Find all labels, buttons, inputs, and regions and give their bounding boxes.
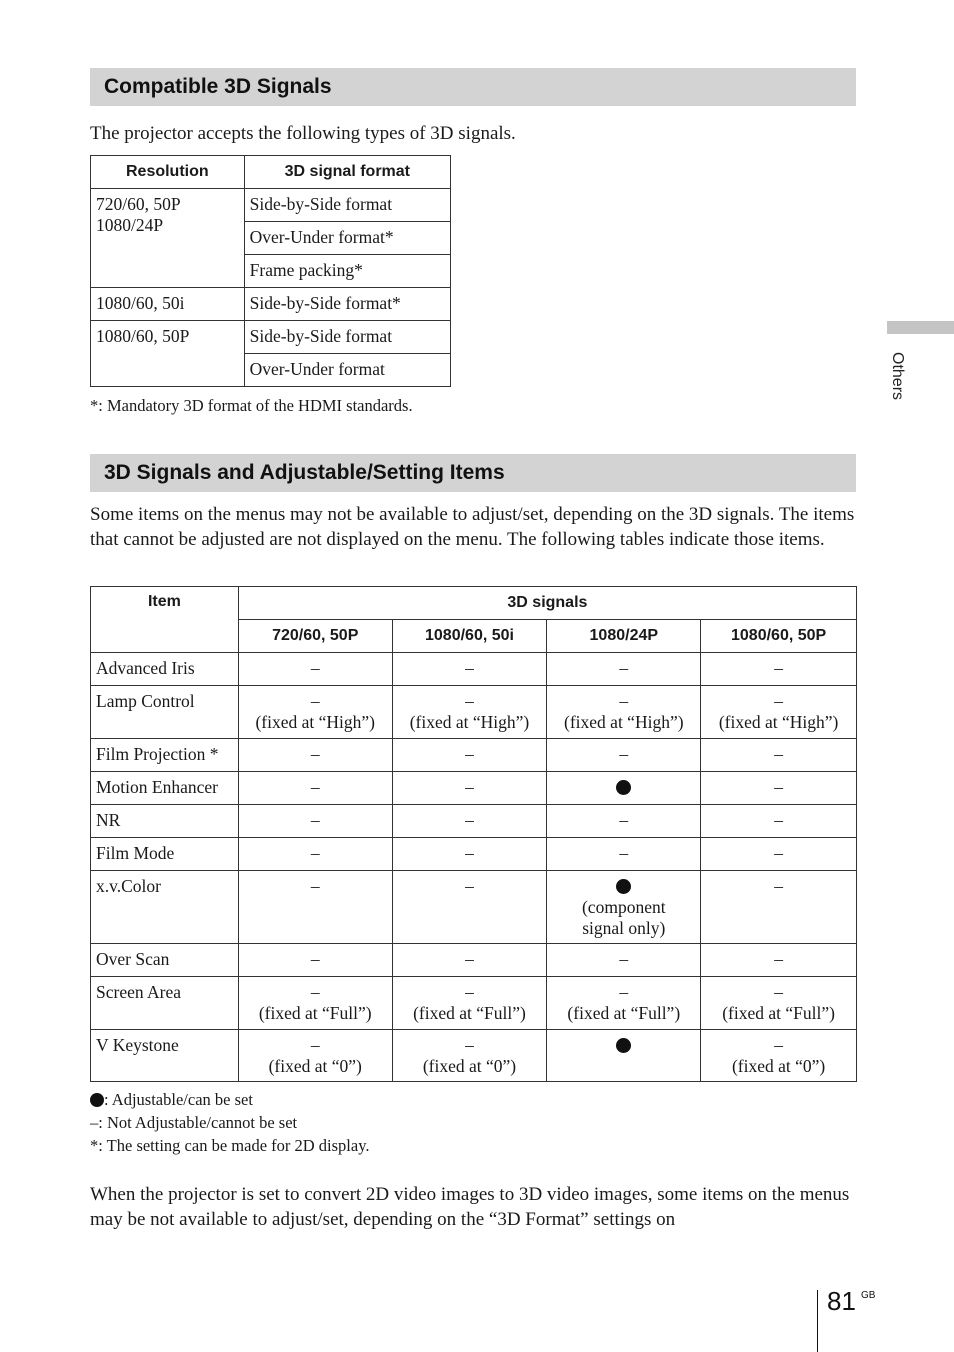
signal-support-cell: – <box>238 871 392 944</box>
adjustable-dot-icon <box>616 1038 631 1053</box>
table-row <box>91 805 857 838</box>
signal-support-cell: – <box>547 838 701 871</box>
signal-format-cell: Side-by-Side format <box>244 189 450 222</box>
item-name-cell: Screen Area <box>91 977 239 1030</box>
signal-support-cell: – (fixed at “0”) <box>392 1030 547 1082</box>
item-name-cell: Lamp Control <box>91 686 239 739</box>
signal-support-cell: – (fixed at “Full”) <box>547 977 701 1030</box>
signal-support-cell: – <box>547 653 701 686</box>
signal-support-cell: – <box>701 944 857 977</box>
table-row <box>91 871 857 944</box>
signal-support-cell: – <box>392 805 547 838</box>
signal-support-cell: – <box>701 739 857 772</box>
page-region-code: GB <box>861 1290 876 1301</box>
signal-format-cell: Frame packing* <box>244 255 450 288</box>
item-name-cell: x.v.Color <box>91 871 239 944</box>
resolution-cell: 1080/60, 50P <box>91 321 245 387</box>
signal-format-cell: Side-by-Side format* <box>244 288 450 321</box>
table-row <box>91 838 857 871</box>
signal-support-cell: – <box>701 871 857 944</box>
page-number-rule <box>817 1290 818 1352</box>
signal-support-cell: – (fixed at “Full”) <box>701 977 857 1030</box>
signal-support-cell: – <box>238 739 392 772</box>
resolution-cell: 1080/60, 50i <box>91 288 245 321</box>
signal-support-cell: – <box>701 805 857 838</box>
header-item: Item <box>91 587 239 653</box>
signal-support-cell: – (fixed at “High”) <box>238 686 392 739</box>
signal-support-cell: – <box>238 805 392 838</box>
table-row <box>91 772 857 805</box>
signal-support-cell: – <box>547 944 701 977</box>
signal-support-cell: – (fixed at “Full”) <box>392 977 547 1030</box>
table-row <box>91 944 857 977</box>
signal-support-cell: (component signal only) <box>547 871 701 944</box>
signal-support-cell: – (fixed at “0”) <box>701 1030 857 1082</box>
signal-support-cell: – <box>392 653 547 686</box>
signal-format-cell: Over-Under format <box>244 354 450 387</box>
item-name-cell: V Keystone <box>91 1030 239 1082</box>
signal-support-cell: – <box>701 772 857 805</box>
signal-support-cell: – <box>547 739 701 772</box>
section2-intro: Some items on the menus may not be available to adjust/set, depending on the 3D signals. The items that cannot be adjusted are not displayed on the menu. The following tables indicate those items. <box>90 504 855 550</box>
signal-column-header: 1080/60, 50i <box>392 620 547 653</box>
signal-support-cell: – (fixed at “Full”) <box>238 977 392 1030</box>
table-row <box>91 189 451 222</box>
signal-support-cell: – <box>392 739 547 772</box>
item-name-cell: Film Projection * <box>91 739 239 772</box>
header-3d-signals: 3D signals <box>238 587 856 620</box>
table-row <box>91 321 451 354</box>
signal-support-cell: – <box>701 653 857 686</box>
table-row <box>91 288 451 321</box>
signal-column-header: 720/60, 50P <box>238 620 392 653</box>
signal-support-cell: – <box>238 944 392 977</box>
signal-format-cell: Side-by-Side format <box>244 321 450 354</box>
table-row <box>91 686 857 739</box>
adjustable-dot-icon <box>616 879 631 894</box>
section1-intro: The projector accepts the following types of 3D signals. <box>90 123 516 144</box>
table-row <box>91 739 857 772</box>
section-title-3d-signals-adjustable: 3D Signals and Adjustable/Setting Items <box>104 461 505 484</box>
item-name-cell: Advanced Iris <box>91 653 239 686</box>
compatible-signals-table <box>90 155 451 387</box>
signal-support-cell: – <box>238 772 392 805</box>
signal-support-cell: – (fixed at “High”) <box>701 686 857 739</box>
signal-format-cell: Over-Under format* <box>244 222 450 255</box>
signal-support-cell: – <box>392 838 547 871</box>
signal-support-cell: – <box>701 838 857 871</box>
table-row <box>91 1030 857 1082</box>
item-name-cell: Film Mode <box>91 838 239 871</box>
signal-support-cell: – <box>238 838 392 871</box>
signal-support-cell: – <box>238 653 392 686</box>
signal-column-header: 1080/60, 50P <box>701 620 857 653</box>
table-row <box>91 977 857 1030</box>
signal-support-cell: – <box>392 871 547 944</box>
header-3d-signal-format: 3D signal format <box>244 156 450 189</box>
signal-support-cell: – (fixed at “0”) <box>238 1030 392 1082</box>
signal-support-cell <box>547 1030 701 1082</box>
page-number: 81 <box>827 1286 856 1316</box>
header-resolution: Resolution <box>91 156 245 189</box>
legend-line: : Adjustable/can be set <box>90 1088 253 1111</box>
closing-paragraph: When the projector is set to convert 2D video images to 3D video images, some items on the menus may be not available to adjust/set, depending on the “3D Format” settings on <box>90 1184 850 1230</box>
signal-support-cell: – <box>547 805 701 838</box>
item-name-cell: Over Scan <box>91 944 239 977</box>
adjustable-dot-icon <box>616 780 631 795</box>
resolution-cell: 720/60, 50P 1080/24P <box>91 189 245 288</box>
legend-line: *: The setting can be made for 2D display. <box>90 1136 370 1155</box>
signal-support-cell: – <box>392 944 547 977</box>
signal-support-cell <box>547 772 701 805</box>
section1-footnote: *: Mandatory 3D format of the HDMI standards. <box>90 396 413 415</box>
section-title-compatible-3d-signals: Compatible 3D Signals <box>104 75 332 98</box>
legend-line: –: Not Adjustable/cannot be set <box>90 1113 298 1132</box>
section-heading-bar <box>90 454 856 492</box>
signal-support-cell: – (fixed at “High”) <box>547 686 701 739</box>
side-tab-marker <box>887 321 954 334</box>
signal-support-cell: – (fixed at “High”) <box>392 686 547 739</box>
signal-support-cell: – <box>392 772 547 805</box>
signal-column-header: 1080/24P <box>547 620 701 653</box>
adjustable-dot-icon <box>90 1093 104 1107</box>
item-name-cell: Motion Enhancer <box>91 772 239 805</box>
section-heading-bar <box>90 68 856 106</box>
table-row <box>91 653 857 686</box>
side-tab-label: Others <box>889 352 906 401</box>
adjustable-items-table <box>90 586 857 1082</box>
item-name-cell: NR <box>91 805 239 838</box>
